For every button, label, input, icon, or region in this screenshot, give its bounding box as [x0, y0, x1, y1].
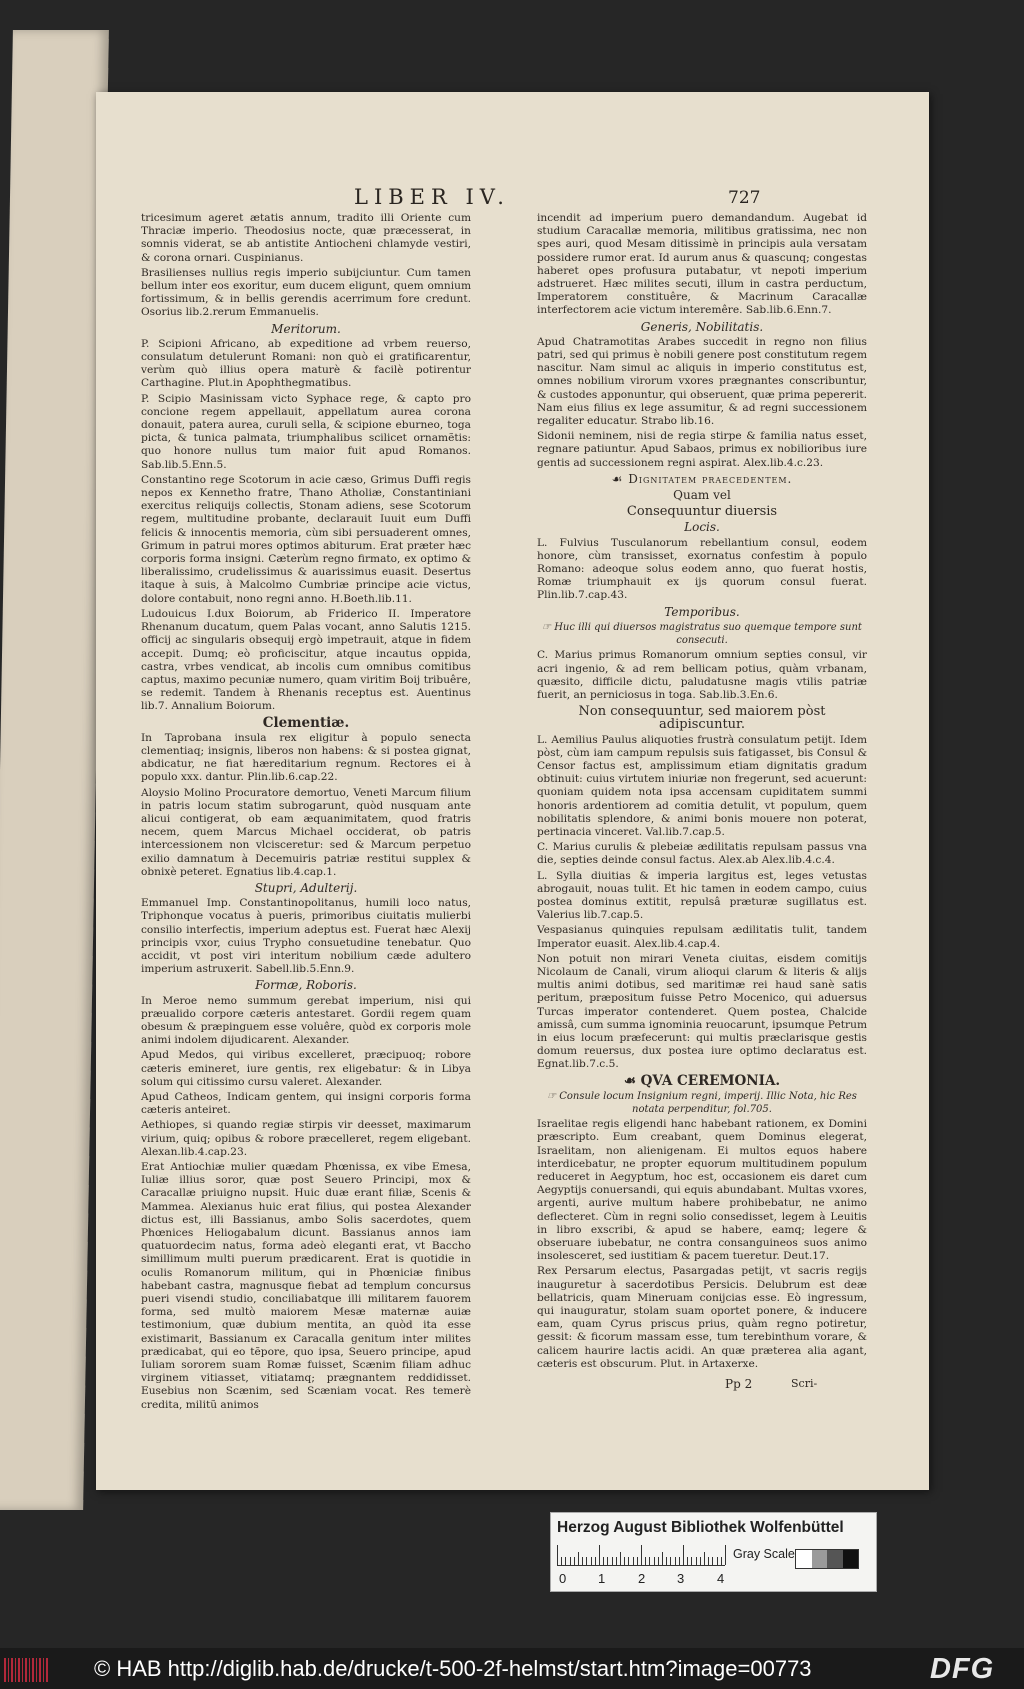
ruler-tick — [570, 1557, 571, 1565]
right-column-center-5: Quam vel — [673, 488, 731, 503]
ruler-tick — [561, 1557, 562, 1565]
left-column-sec-10: Stupri, Adulterij. — [254, 880, 358, 895]
right-column-headingbig-18: ☙ QVA CEREMONIA. — [623, 1072, 781, 1089]
gray-swatch-1 — [812, 1550, 828, 1568]
ruler-tick — [712, 1557, 713, 1565]
ruler-tick — [687, 1557, 688, 1565]
right-column-centerbig-6: Consequuntur diuersis — [626, 504, 778, 520]
ruler-tick — [717, 1557, 718, 1565]
ruler-tick — [721, 1557, 722, 1565]
ruler-tick — [624, 1557, 625, 1565]
ruler-tick — [637, 1557, 638, 1565]
scale-label-3: 3 — [677, 1571, 685, 1586]
scale-label-2: 2 — [638, 1571, 646, 1586]
hab-logo-icon — [4, 1658, 48, 1682]
left-column-p-15: Apud Catheos, Indicam gentem, qui insigni corporis forma cæteris anteiret. — [141, 1091, 471, 1117]
gray-swatch-3 — [843, 1550, 859, 1568]
ruler-tick — [679, 1557, 680, 1565]
right-column-p-16: Vespasianus quinquies repulsam ædilitatis tulit, tandem Imperator euasit. Alex.lib.4.cap.4. — [537, 924, 867, 950]
gray-scale-label: Gray Scale — [733, 1547, 795, 1561]
gray-swatch-2 — [827, 1550, 843, 1568]
right-column-heading-4: ☙ Dignitatem praecedentem. — [611, 471, 793, 486]
ruler-tick — [633, 1557, 634, 1565]
ruler-tick — [565, 1557, 566, 1565]
left-column-sec-2: Meritorum. — [271, 321, 341, 336]
library-color-card — [550, 1512, 877, 1592]
ruler-tick — [683, 1545, 684, 1565]
right-column-p-15: L. Sylla diuitias & imperia largitus est, leges vetustas abrogauit, nouas tulit. Et hic tamen in eodem campo, cuius postea dominus extitit, repulsâ præturæ sugillatus est. Valerius lib.7.cap.5. — [537, 869, 867, 922]
left-column-p-4: P. Scipio Masinissam victo Syphace rege, & capto pro concione regem appellauit, appellatum aurea corona donauit, patera aurea, curuli sella, & scipione eburneo, toga picta, & tunica palmata, triumphalibus scilicet ornamẽtis: quo honore nullus tum maior fuit apud Romanos. Sab.lib.5.Enn.5. — [141, 392, 471, 471]
previous-page-edge — [0, 30, 109, 1510]
gray-scale-swatches — [795, 1549, 859, 1569]
right-column-p-14: C. Marius curulis & plebeiæ ædilitatis repulsam passus vna die, septies deinde consul factus. Alex.ab Alex.lib.4.c.4. — [537, 841, 867, 867]
ruler-tick — [645, 1557, 646, 1565]
ruler-tick — [603, 1557, 604, 1565]
ruler-tick — [666, 1557, 667, 1565]
ruler-tick — [670, 1557, 671, 1565]
left-column — [141, 212, 471, 1414]
right-column-note-19: ☞ Consule locum Insignium regni, imperij. Illic Nota, hic Res notata perpenditur, fol.705. — [547, 1090, 857, 1115]
ruler-tick — [595, 1557, 596, 1565]
right-column — [537, 212, 867, 1373]
dfg-logo: DFG — [930, 1653, 995, 1685]
running-title: LIBER IV. — [354, 185, 510, 209]
ruler-tick — [654, 1557, 655, 1565]
left-column-p-8: In Taprobana insula rex eligitur à populo senecta clementiaq; insignis, liberos non habens: & si postea gignat, abdicatur, ne fiat hæreditarium regnum. Rectores ei à populo xxx. dantur. Plin.lib.6.cap.22. — [141, 731, 471, 784]
scale-label-4: 4 — [717, 1571, 725, 1586]
ruler-tick — [628, 1557, 629, 1565]
left-column-p-17: Erat Antiochiæ mulier quædam Phœnissa, ex vibe Emesa, Iuliæ illius soror, quæ post Seuero Principi, mox & Caracallæ priuigno nupsit. Huic duæ erant filiæ, Scenis & Mammea. Alexianus huic erat filius, qui postea Alexander dictus est, illi Bassianus, ambo Solis sacerdotes, quem Phœnices Heliogabalum dicunt. Bassianus annos iam quatuordecim natus, forma adeò eleganti erat, vt Baccho simillimum multi puerum prædicarent. Erat is quotidie in oculis Romanorum militum, qui in Phœniciæ finibus habebant castra, magnusque fiebat ad templum concursus pueri visendi studio, conciliabatque illi militarem fauorem forma, sed multò maiorem Mesæ maternæ auiæ testimonium, quæ dubium mentita, an quòd ita esse existimarit, Bassianum ex Caracalla genitum inter milites prædicabat, qui eo tẽpore, quo ipsa, Seuero principe, apud Iuliam sororem suam Romæ fuisset, Scænim filiam adhuc virginem vitiasset, vitiatamq; prægnantem reddidisset. Eusebius non Scænim, sed Scæniam vocat. Res temerè credita, militũ animos — [141, 1161, 471, 1411]
ruler-tick — [658, 1557, 659, 1565]
left-column-p-11: Emmanuel Imp. Constantinopolitanus, humili loco natus, Triphonque vocatus à pueris, primoribus ciuitatis mulierbi consilio interfectis, imperium adeptus est. Fuerat hæc Alexij principis vxor, cuius Trypho consuetudine tenebatur. Quo accidit, vt post viri interitum nobilium cæde adultero imperium astruxerit. Sabell.lib.5.Enn.9. — [141, 897, 471, 976]
right-column-sec-9: Temporibus. — [664, 604, 740, 619]
left-column-p-3: P. Scipioni Africano, ab expeditione ad vrbem reuerso, consulatum detulerunt Romani: non quò ei gratificarentur, verùm quò illius opera maturè & facilè potirentur Carthagine. Plut.in Apophthegmatibus. — [141, 337, 471, 390]
ruler-tick — [607, 1557, 608, 1565]
right-column-p-20: Israelitae regis eligendi hanc habebant rationem, ex Domini præscripto. Eum creabant, quem Dominus elegerat, Israelitam, non alienigenam. Ei multos equos habere interdicebatur, ne propter equorum multitudinem populum reduceret in Aegyptum, hoc est, occasionem eis daret cum Aegyptijs conuersandi, qui equis abundabant. Multas vxores, argenti, aurive multum habere prohibebatur, ne animo deflecteret. Cùm in regni solio consedisset, legem à Leuitis in libro exscribi, & apud se habere, eamq; legere & obseruare iubebatur, ne contra consanguineos suos animo insolesceret, sed iustitiam & pacem tueretur. Deut.17. — [537, 1118, 867, 1263]
right-column-p-3: Sidonii neminem, nisi de regia stirpe & familia natus esset, regnare patiuntur. Apud Sabaos, primus ex nobilioribus iure gentis ad successionem regni aspirat. Alex.lib.4.c.23. — [537, 430, 867, 469]
page-header — [96, 185, 929, 211]
right-column-p-21: Rex Persarum electus, Pasargadas petijt, vt sacris regijs inauguretur à sacerdotibus Persicis. Delubrum est deæ bellatricis, quam Mineruam conijcias esse. Eò ingressum, qui inauguratur, stolam suam oportet ponere, & inducere eam, quam Cyrus priscus prius, quàm regno potiretur, gessit: & ficorum massam esse, tum terebinthum vorare, & calicem haurire lactis acidi. An quæ præterea alia agant, cæteris est obscurum. Plut. in Artaxerxe. — [537, 1265, 867, 1370]
ruler-tick — [675, 1557, 676, 1565]
gray-swatch-0 — [796, 1550, 812, 1568]
left-column-p-13: In Meroe nemo summum gerebat imperium, nisi qui præualido corpore cæteris antestaret. Gordii regem quam obesum & præpinguem esse voluêre, quòd ex corporis mole animi indolem dijudicarent. Alexander. — [141, 994, 471, 1047]
ruler-tick — [582, 1557, 583, 1565]
ruler-tick — [557, 1545, 558, 1565]
left-column-p-0: tricesimum ageret ætatis annum, tradito illi Oriente cum Thraciæ imperio. Theodosius nocte, quæ præcesserat, in somnis viderat, se ab antistite Antiocheni chlamyde vestiri, & corona ornari. Cuspinianus. — [141, 212, 471, 264]
left-column-p-6: Ludouicus I.dux Boiorum, ab Friderico II. Imperatore Rhenanum ducatum, quem Palas vocant, anno Salutis 1215. officij ac singularis obsequij ergò impetrauit, atque in fidem accepit. Dumq; eò proficiscitur, atque incautus oppida, castra, vrbes vendicat, ab incolis cum omnibus comitibus captus, maximo pecuniæ numero, quam viritim Boij tribuêre, se redemit. Tandem à Rhenanis receptus est. Auentinus lib.7. Annalium Boiorum. — [141, 607, 471, 713]
right-column-p-17: Non potuit non mirari Veneta ciuitas, eisdem comitijs Nicolaum de Canali, virum alioqui clarum & literis & alijs multis animi dotibus, sed maritimæ rei haud sanè satis peritum, præpositum fuisse Petro Mocenico, qui aduersus Turcas imperator contenderet. Quem postea, Chalcide amissâ, cum summa ignominia reuocarunt, ipsumque Petrum in eius locum præfecerunt: qui multis præclarisque gestis domum reuersus, dux postea iure optimo declaratus est. Egnat.lib.7.c.5. — [537, 952, 867, 1071]
ruler-tick — [612, 1557, 613, 1565]
ruler-tick — [691, 1557, 692, 1565]
right-column-note-10: ☞ Huc illi qui diuersos magistratus suo quemque tempore sunt consecuti. — [542, 621, 862, 647]
ruler-tick — [649, 1557, 650, 1565]
scale-ruler — [557, 1545, 725, 1566]
ruler-tick — [591, 1557, 592, 1565]
ruler-tick — [696, 1557, 697, 1565]
scale-label-0: 0 — [559, 1571, 567, 1586]
right-column-centerbig-12: Non consequuntur, sed maiorem pòst adipiscuntur. — [578, 704, 826, 733]
catchword: Scri- — [791, 1377, 818, 1390]
ruler-tick — [616, 1557, 617, 1565]
right-column-p-13: L. Aemilius Paulus aliquoties frustrà consulatum petijt. Idem pòst, cùm iam campum repulsis suis fatigasset, bis Consul & Censor factus est, amplissimum etiam dignitatis gradum obtinuit: cuius virtutem iniuriæ non fregerunt, sed acuerunt: quoniam quidem nota ipsa accensam cupiditatem summi honoris ardentiorem ad comitia detulit, vt populum, quem nobilitatis splendore, & animi bonis mouere non poterat, pertinacia vinceret. Val.lib.7.cap.5. — [537, 733, 867, 838]
left-column-p-16: Aethiopes, si quando regiæ stirpis vir deesset, maximarum virium, quiq; opibus & robore præcelleret, regem eligebant. Alexan.lib.4.cap.23. — [141, 1119, 471, 1158]
left-column-p-14: Apud Medos, qui viribus excelleret, præcipuoq; robore cæteris emineret, iure gentis, rex eligebatur: & in Libya solum qui citissimo cursu valeret. Alexander. — [141, 1049, 471, 1088]
viewer-footer — [0, 1648, 1024, 1689]
ruler-tick — [704, 1552, 705, 1565]
ruler-tick — [662, 1552, 663, 1565]
ruler-tick — [725, 1545, 726, 1565]
ruler-tick — [599, 1545, 600, 1565]
ruler-tick — [708, 1557, 709, 1565]
right-column-p-2: Apud Chatramotitas Arabes succedit in regno non filius patri, sed qui primus è nobili genere post constitutum regem nascitur. Nam simul ac aliquis in imperio constitutus est, omnes nobilium virorum vxores prægnantes conscribuntur, & custodes apponuntur, qui obseruent, quæ prima pepererit. Nam eius filius ex lege assumitur, & ad regni successionem regaliter educatur. Strabo lib.16. — [537, 335, 867, 428]
right-column-p-8: L. Fulvius Tusculanorum rebellantium consul, eodem honore, cùm transisset, exornatus confestim à populo Romano: adeoque solus eodem anno, quo fuerat hostis, Romæ triumphauit ex ijs quorum consul fuerat. Plin.lib.7.cap.43. — [537, 536, 867, 602]
ruler-tick — [578, 1552, 579, 1565]
left-column-p-1: Brasilienses nullius regis imperio subijciuntur. Cum tamen bellum inter eos exoritur, eum ducem eligunt, quem omnium fortissimum, & in bellis gerendis acerrimum fore credunt. Osorius lib.2.rerum Emmanuelis. — [141, 266, 471, 319]
footer-source-link[interactable]: © HAB http://diglib.hab.de/drucke/t-500-2f-helmst/start.htm?image=00773 — [94, 1656, 812, 1681]
library-name: Herzog August Bibliothek Wolfenbüttel — [557, 1519, 844, 1536]
left-column-secbig-7: Clementiæ. — [262, 714, 350, 731]
left-column-p-5: Constantino rege Scotorum in acie cæso, Grimus Duffi regis nepos ex Kennetho fratre, Thano Atholiæ, Constantiniani exercitus reliquijs collectis, Stonam adiens, sese Scotorum regem, multitudine probante, declarauit Iuuit eum Duffi felicis & innocentis memoria, cùm sibi persuaderent omnes, Grimum in patrui mores optimos abiturum. Erat præter hæc corporis forma insigni. Cæterùm regno firmato, ex optimo & liberalissimo, crudelissimus & auarissimus euasit. Desertus itaque à suis, à Malcolmo Cumbriæ principe acie victus, dolore contabuit, nono regni anno. H.Boeth.lib.11. — [141, 473, 471, 605]
page-number: 727 — [728, 188, 761, 208]
ruler-tick — [641, 1545, 642, 1565]
right-column-p-0: incendit ad imperium puero demandandum. Augebat id studium Caracallæ memoria, militibus gratissima, nec non spes auri, quod Mesam ditissimè in principis aula versatam possidere rumor erat. Id aurum anus & quascunq; congestas haberet opes profusura putabatur, vt nepoti imperium adstrueret. Hæc milites secuti, illum in castra perductum, Imperatorem constituêre, & Macrinum Caracallæ interfectorem acie victum interemêre. Sab.lib.6.Enn.7. — [537, 212, 867, 317]
right-column-p-11: C. Marius primus Romanorum omnium septies consul, vir acri ingenio, & ad rem bellicam potius, quàm vrbanam, quæsito, difficile dictu, paludatusne magis vtilis patriæ fuerit, an perniciosus in toga. Sab.lib.3.En.6. — [537, 649, 867, 701]
ruler-tick — [620, 1552, 621, 1565]
scale-label-1: 1 — [598, 1571, 606, 1586]
right-column-sec-1: Generis, Nobilitatis. — [640, 319, 764, 334]
previous-page-text-fragments — [0, 90, 86, 1490]
ruler-tick — [574, 1557, 575, 1565]
left-column-sec-12: Formæ, Roboris. — [255, 978, 357, 993]
right-column-sec-7: Locis. — [684, 520, 720, 535]
ruler-tick — [700, 1557, 701, 1565]
signature-mark: Pp 2 — [725, 1377, 753, 1391]
book-page — [96, 92, 929, 1490]
left-column-p-9: Aloysio Molino Procuratore demortuo, Veneti Marcum filium in patris locum statim subrogarunt, quòd nusquam ante alicui contigerat, ob eam æquanimitatem, quod fratris necem, quem Marcus Michael occiderat, ob patris intercessionem non vlcisceretur: sed & Marcum perpetuo exilio damnatum à Decemuiris patriæ restitui supplex & obnixè peteret. Egnatius lib.4.cap.1. — [141, 786, 471, 878]
ruler-tick — [586, 1557, 587, 1565]
